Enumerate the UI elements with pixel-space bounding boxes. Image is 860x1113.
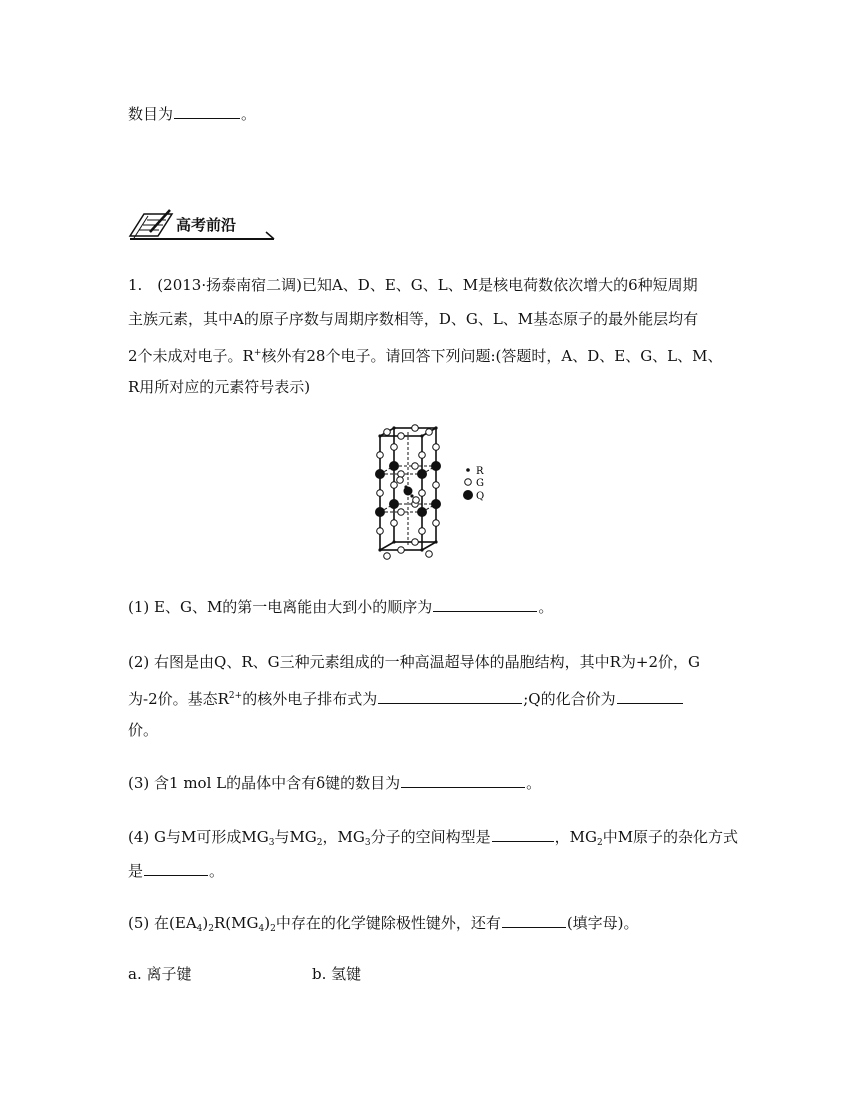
q1-line-3 [128,343,723,366]
legend-q-dot [463,490,473,500]
sub-question-5 [128,912,639,939]
top-answer-line [128,103,256,124]
q1-line-1: 1. (2013·扬泰南宿二调)已知A、D、E、G、L、M是核电荷数依次增大的6种短周期 [128,276,698,294]
sub4-line2-end: 。 [209,862,225,880]
sub4-e: ，MG [554,828,597,846]
answer-blank[interactable] [378,688,522,704]
q1-line-3-a: 2个未成对电子。R [128,347,254,365]
crystal-cell-figure [370,424,500,568]
legend-r-dot [466,468,470,472]
sub5-d-sub: 2 [270,924,276,934]
sub5-f: (填字母)。 [566,914,639,932]
sub5-b-sub: 2 [208,924,214,934]
sub4-b: 与MG [274,828,317,846]
sub5-d: ) [264,914,271,932]
sub4-a-sub: 3 [268,838,275,848]
sub5-b: ) [202,914,209,932]
legend-q-label: Q [476,491,485,502]
q1-line-4: R用所对应的元素符号表示) [128,378,311,396]
sub3-end: 。 [526,774,542,792]
answer-blank[interactable] [433,596,537,612]
sub5-a: (5) 在(EA [128,914,197,932]
top-line-end: 。 [241,105,257,123]
sub5-e: 中存在的化学键除极性键外，还有 [275,914,501,932]
q1-line-3-b: 核外有28个电子。请回答下列问题:(答题时，A、D、E、G、L、M、 [261,347,723,365]
legend-r-label: R [476,466,484,477]
sub3-text: (3) 含1 mol L的晶体中含有δ键的数目为 [128,774,401,792]
sub4-c-sub: 3 [364,838,371,848]
top-line-text: 数目为 [128,105,174,123]
answer-blank[interactable] [401,772,525,788]
sub1-text: (1) E、G、M的第一电离能由大到小的顺序为 [128,598,433,616]
q1-line-3-sup: + [253,348,262,358]
section-title: 高考前沿 [176,216,237,234]
sub2-line2-sup: 2+ [228,691,243,701]
sub2-line2-b: 的核外电子排布式为 [242,690,378,708]
sub4-b-sub: 2 [316,838,323,848]
option-b: b. 氢键 [312,965,362,983]
legend-g-dot [465,479,472,486]
sub-question-2-line-1: (2) 右图是由Q、R、G三种元素组成的一种高温超导体的晶胞结构，其中R为+2价，G [128,653,700,671]
sub-question-4-line-2 [128,860,224,881]
sub-question-2-line-2 [128,686,684,709]
legend-g-label: G [476,478,484,489]
sub4-f: 中M原子的杂化方式 [602,828,739,846]
sub4-a: (4) G与M可形成MG [128,828,269,846]
sub5-a-sub: 4 [196,924,203,934]
sub5-c: R(MG [213,914,259,932]
sub1-end: 。 [538,598,554,616]
q1-line-2: 主族元素，其中A的原子序数与周期序数相等，D、G、L、M基态原子的最外能层均有 [128,310,699,328]
sub4-line2-a: 是 [128,862,144,880]
sub5-c-sub: 4 [258,924,265,934]
sub4-c: ，MG [322,828,365,846]
answer-blank[interactable] [617,688,683,704]
sub-question-3 [128,772,541,793]
section-header [126,208,276,240]
sub-question-1 [128,596,553,617]
sub2-line2-a: 为-2价。基态R [128,690,229,708]
answer-blank[interactable] [502,912,566,928]
sub4-d: 分子的空间构型是 [370,828,491,846]
answer-blank[interactable] [492,826,554,842]
crystal-cell-diagram [370,424,500,568]
sub-question-2-line-3: 价。 [128,721,159,739]
option-a: a. 离子键 [128,965,192,983]
answer-blank[interactable] [174,103,240,119]
sub4-e-sub: 2 [596,838,603,848]
sub-question-4-line-1 [128,826,738,853]
answer-blank[interactable] [144,860,208,876]
sub2-line2-c: ;Q的化合价为 [523,690,616,708]
